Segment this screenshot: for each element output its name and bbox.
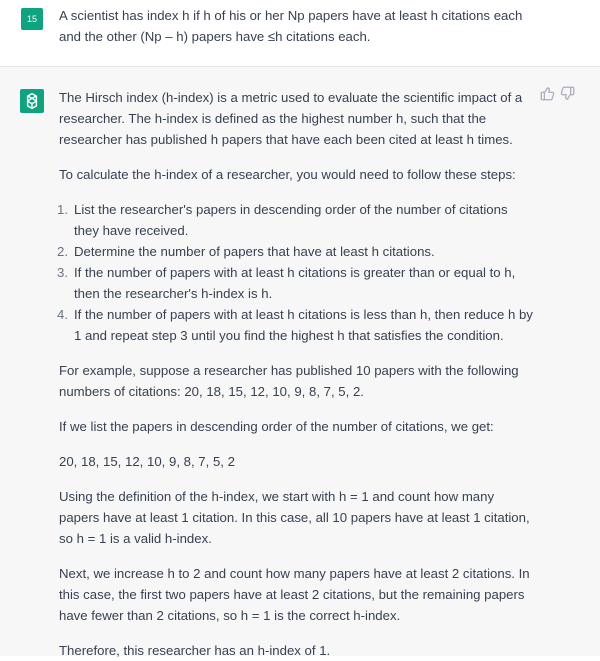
paragraph: If we list the papers in descending order of the number of citations, we get:	[59, 419, 494, 434]
thumbs-up-icon[interactable]	[540, 86, 555, 101]
list-number: 4.	[57, 307, 68, 322]
assistant-message-content	[59, 87, 534, 661]
paragraph: 20, 18, 15, 12, 10, 9, 8, 7, 5, 2	[59, 454, 235, 469]
list-number: 1.	[57, 202, 68, 217]
list-item	[59, 304, 534, 346]
list-item-text: Determine the number of papers that have at least h citations.	[74, 244, 435, 259]
list-item	[59, 262, 534, 304]
openai-logo-icon	[20, 89, 44, 113]
user-avatar: 15	[21, 8, 43, 30]
list-item	[59, 241, 534, 262]
list-item-text: If the number of papers with at least h citations is greater than or equal to h, then the researcher's h-index is h.	[74, 265, 516, 301]
list-number: 2.	[57, 244, 68, 259]
user-message-text: A scientist has index h if h of his or her Np papers have at least h citations each and the other (Np – h) papers have ≤h citations each.	[59, 8, 523, 44]
paragraph: The Hirsch index (h-index) is a metric used to evaluate the scientific impact of a researcher. The h-index is defined as the highest number h, such that the researcher has published h papers that have each been cited at least h times.	[59, 90, 523, 147]
user-message	[0, 0, 600, 66]
steps-list	[59, 199, 534, 346]
paragraph: Using the definition of the h-index, we start with h = 1 and count how many papers have at least 1 citation. In this case, all 10 papers have at least 1 citation, so h = 1 is a valid h-index.	[59, 489, 530, 546]
list-item	[59, 199, 534, 241]
list-item-text: List the researcher's papers in descending order of the number of citations they have received.	[74, 202, 508, 238]
list-number: 3.	[57, 265, 68, 280]
paragraph: For example, suppose a researcher has published 10 papers with the following numbers of citations: 20, 18, 15, 12, 10, 9, 8, 7, 5, 2.	[59, 363, 519, 399]
thumbs-down-icon[interactable]	[560, 86, 575, 101]
paragraph: Therefore, this researcher has an h-index of 1.	[59, 643, 331, 658]
feedback-controls	[540, 86, 580, 102]
list-item-text: If the number of papers with at least h citations is less than h, then reduce h by 1 and repeat step 3 until you find the highest h that satisfies the condition.	[74, 307, 533, 343]
paragraph: Next, we increase h to 2 and count how many papers have at least 2 citations. In this case, the first two papers have at least 2 citations, but the remaining papers have fewer than 2 citations, so h = 1 is the correct h-index.	[59, 566, 530, 623]
paragraph: To calculate the h-index of a researcher, you would need to follow these steps:	[59, 167, 516, 182]
